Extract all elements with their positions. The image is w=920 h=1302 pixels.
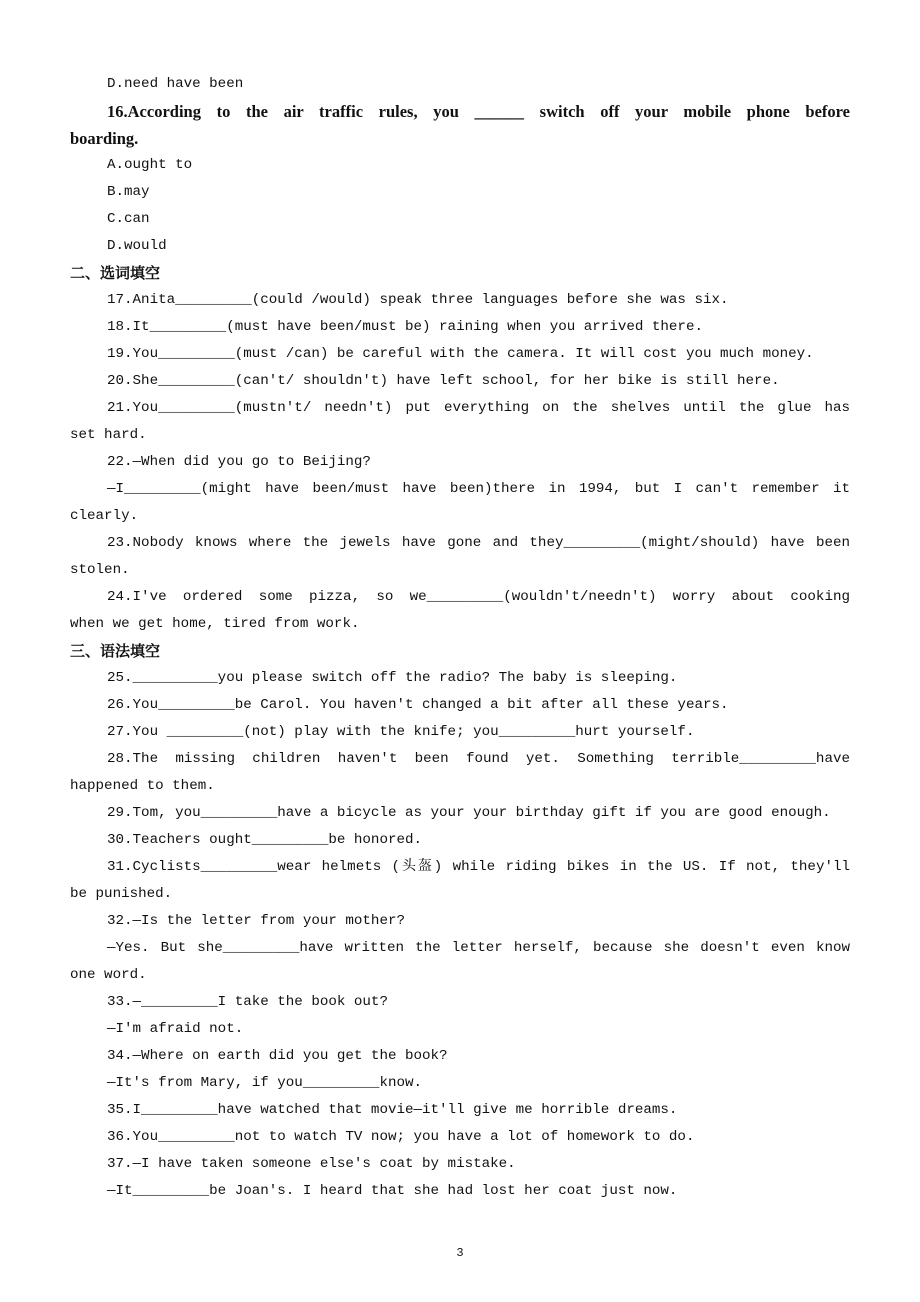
text-line: 26.You_________be Carol. You haven't changed a bit after all these years. bbox=[107, 697, 729, 713]
text-line: 37.—I have taken someone else's coat by mistake. bbox=[107, 1156, 516, 1172]
text-line: be punished. bbox=[70, 886, 173, 902]
text-line: D.need have been bbox=[107, 76, 244, 92]
page-number: 3 bbox=[456, 1246, 464, 1260]
text-line: —I_________(might have been/must have been)there in 1994, but I can't remember it bbox=[107, 481, 850, 497]
text-line: clearly. bbox=[70, 508, 139, 524]
text-line: 20.She_________(can't/ shouldn't) have left school, for her bike is still here. bbox=[107, 373, 780, 389]
text-line: 30.Teachers ought_________be honored. bbox=[107, 832, 423, 848]
text-line: 34.—Where on earth did you get the book? bbox=[107, 1048, 448, 1064]
text-line: when we get home, tired from work. bbox=[70, 616, 360, 632]
text-line: set hard. bbox=[70, 427, 147, 443]
text-line: —It_________be Joan's. I heard that she had lost her coat just now. bbox=[107, 1183, 678, 1199]
text-line: stolen. bbox=[70, 562, 130, 578]
text-line: C.can bbox=[107, 211, 150, 227]
text-line: 19.You_________(must /can) be careful with the camera. It will cost you much money. bbox=[107, 346, 814, 362]
section-heading: 三、语法填空 bbox=[70, 642, 161, 660]
text-line: B.may bbox=[107, 184, 150, 200]
text-line: —Yes. But she_________have written the letter herself, because she doesn't even know bbox=[107, 940, 850, 956]
text-line: 25.__________you please switch off the radio? The baby is sleeping. bbox=[107, 670, 678, 686]
text-line: 16.According to the air traffic rules, you ______ switch off your mobile phone before bbox=[107, 102, 850, 121]
text-line: 33.—_________I take the book out? bbox=[107, 994, 388, 1010]
text-line: 22.—When did you go to Beijing? bbox=[107, 454, 371, 470]
text-line: 21.You_________(mustn't/ needn't) put everything on the shelves until the glue has bbox=[107, 400, 850, 416]
text-line: D.would bbox=[107, 238, 167, 254]
text-line: —It's from Mary, if you_________know. bbox=[107, 1075, 423, 1091]
text-line: 28.The missing children haven't been found yet. Something terrible_________have bbox=[107, 751, 850, 767]
text-line: 18.It_________(must have been/must be) raining when you arrived there. bbox=[107, 319, 703, 335]
text-line: 32.—Is the letter from your mother? bbox=[107, 913, 405, 929]
text-line: 29.Tom, you_________have a bicycle as your your birthday gift if you are good enough. bbox=[107, 805, 831, 821]
text-line: 17.Anita_________(could /would) speak three languages before she was six. bbox=[107, 292, 729, 308]
text-line: 36.You_________not to watch TV now; you have a lot of homework to do. bbox=[107, 1129, 695, 1145]
text-line: one word. bbox=[70, 967, 147, 983]
document-body bbox=[70, 71, 850, 1205]
text-line: —I'm afraid not. bbox=[107, 1021, 244, 1037]
text-line: 27.You _________(not) play with the knife; you_________hurt yourself. bbox=[107, 724, 695, 740]
section-heading: 二、选词填空 bbox=[70, 264, 161, 282]
text-line: 23.Nobody knows where the jewels have gone and they_________(might/should) have been bbox=[107, 535, 850, 551]
text-line: 24.I've ordered some pizza, so we_________(wouldn't/needn't) worry about cooking bbox=[107, 589, 850, 605]
text-line: 35.I_________have watched that movie—it'll give me horrible dreams. bbox=[107, 1102, 678, 1118]
text-line: happened to them. bbox=[70, 778, 215, 794]
text-line: boarding. bbox=[70, 129, 139, 148]
text-line: A.ought to bbox=[107, 157, 193, 173]
text-line: 31.Cyclists_________wear helmets (头盔) while riding bikes in the US. If not, they'll bbox=[107, 859, 850, 875]
